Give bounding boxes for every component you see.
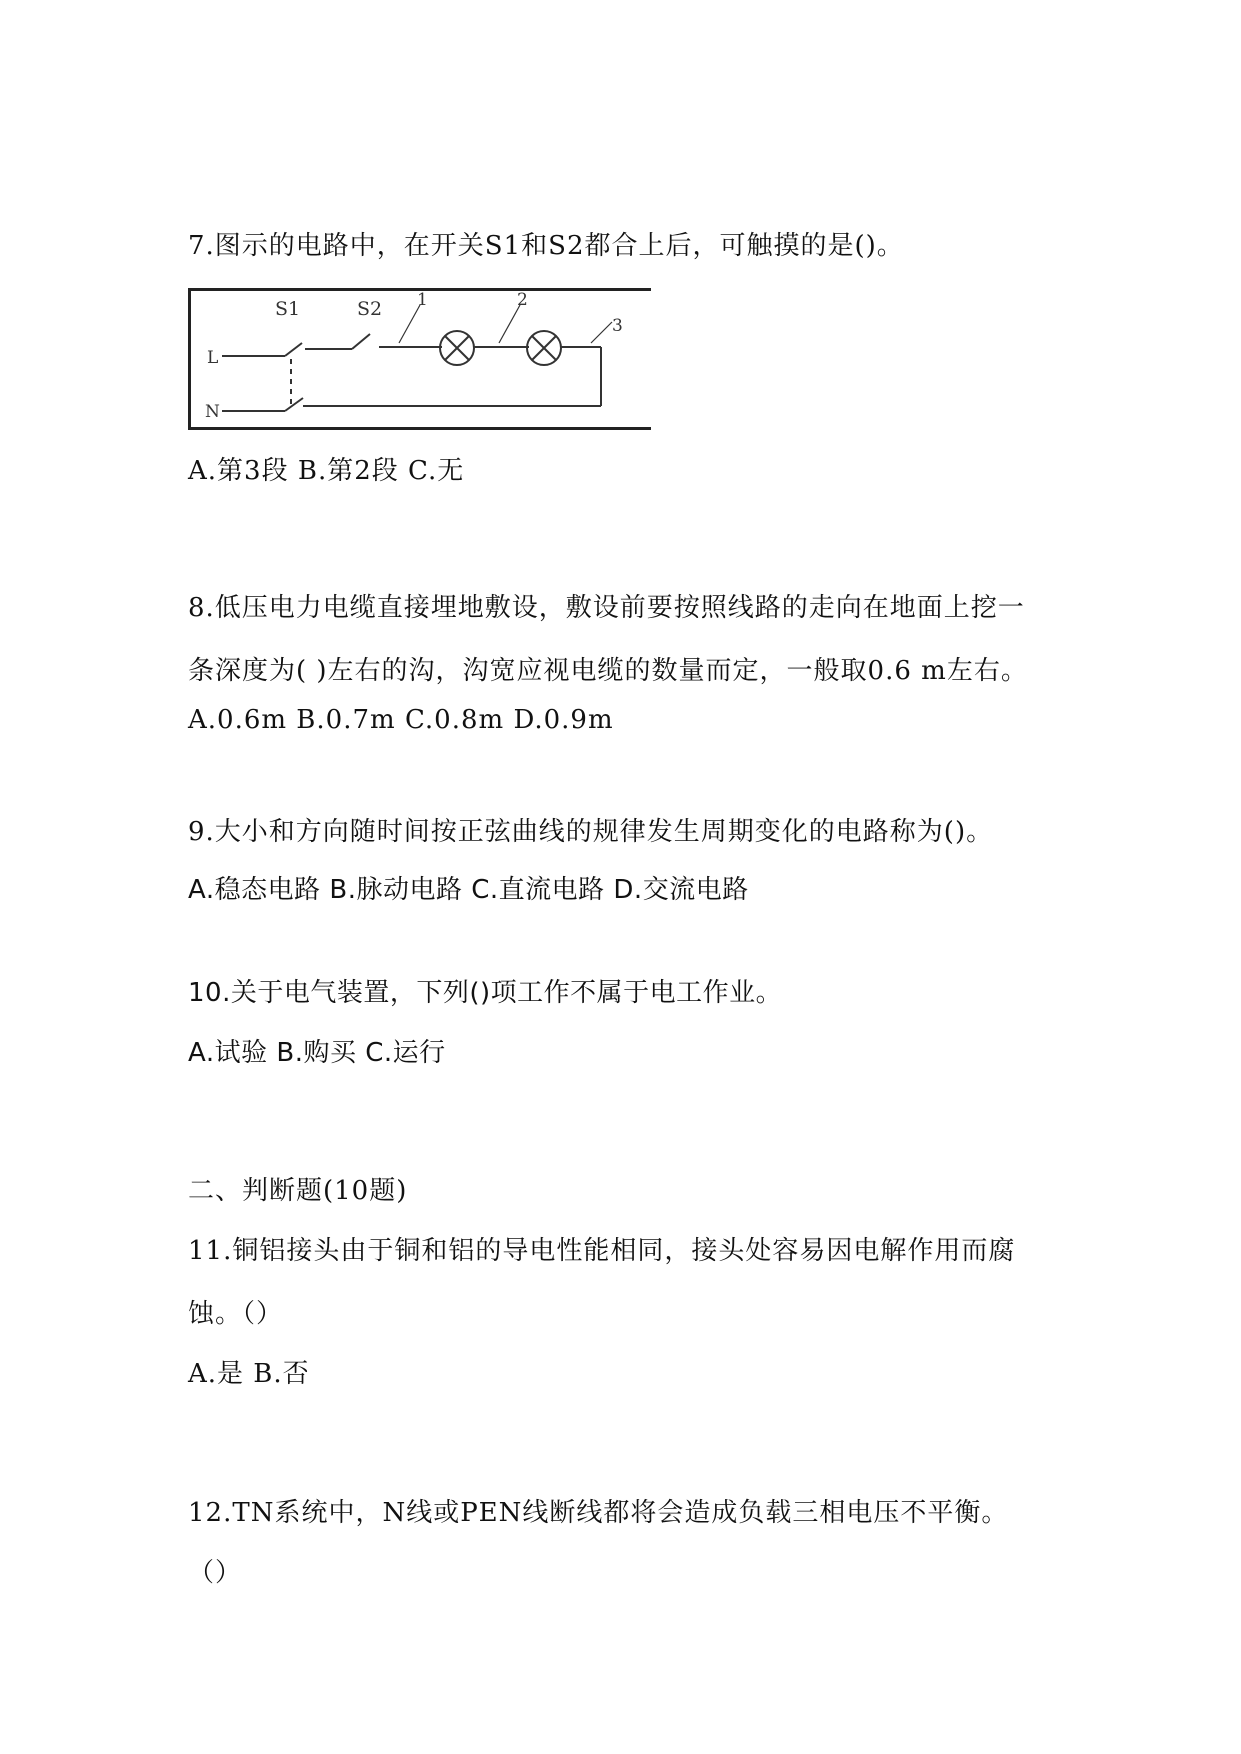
question-11-stem-line-2: 蚀。（） bbox=[188, 1299, 284, 1329]
question-12-stem-line-1: 12.TN系统中，N线或PEN线断线都将会造成负载三相电压不平衡。 bbox=[188, 1498, 1009, 1528]
question-8-options: A.0.6m B.0.7m C.0.8m D.0.9m bbox=[188, 705, 614, 735]
label-seg-1: 1 bbox=[417, 290, 428, 310]
question-9-options: A.稳态电路 B.脉动电路 C.直流电路 D.交流电路 bbox=[188, 875, 749, 905]
label-seg-2: 2 bbox=[517, 290, 528, 310]
s1-blade-l bbox=[285, 343, 302, 356]
label-s2: S2 bbox=[357, 298, 383, 320]
question-10-options: A.试验 B.购买 C.运行 bbox=[188, 1038, 446, 1068]
question-12-stem-line-2: （） bbox=[188, 1558, 243, 1588]
question-11-stem-line-1: 11.铜铝接头由于铜和铝的导电性能相同，接头处容易因电解作用而腐 bbox=[188, 1236, 1016, 1266]
question-8-stem-line-2: 条深度为( )左右的沟，沟宽应视电缆的数量而定，一般取0.6 m左右。 bbox=[188, 656, 1028, 686]
s1-blade-n bbox=[285, 398, 303, 411]
diagram-left-border bbox=[188, 288, 191, 430]
label-seg-3: 3 bbox=[612, 316, 623, 336]
question-7-options: A.第3段 B.第2段 C.无 bbox=[188, 456, 465, 486]
leader-2 bbox=[499, 305, 520, 343]
question-10-stem: 10.关于电气装置，下列()项工作不属于电工作业。 bbox=[188, 978, 783, 1008]
leader-1 bbox=[399, 305, 420, 343]
label-n: N bbox=[205, 402, 220, 422]
section-2-heading: 二、判断题(10题) bbox=[188, 1176, 408, 1206]
leader-3 bbox=[591, 322, 612, 343]
s2-blade bbox=[352, 334, 370, 349]
label-s1: S1 bbox=[275, 298, 301, 320]
question-11-options: A.是 B.否 bbox=[188, 1359, 310, 1389]
label-l: L bbox=[207, 348, 219, 368]
question-7-stem: 7.图示的电路中，在开关S1和S2都合上后，可触摸的是()。 bbox=[188, 231, 904, 261]
question-8-stem-line-1: 8.低压电力电缆直接埋地敷设，敷设前要按照线路的走向在地面上挖一 bbox=[188, 593, 1025, 623]
diagram-bottom-border bbox=[188, 427, 651, 430]
question-9-stem: 9.大小和方向随时间按正弦曲线的规律发生周期变化的电路称为()。 bbox=[188, 817, 994, 847]
circuit-diagram bbox=[187, 287, 652, 431]
